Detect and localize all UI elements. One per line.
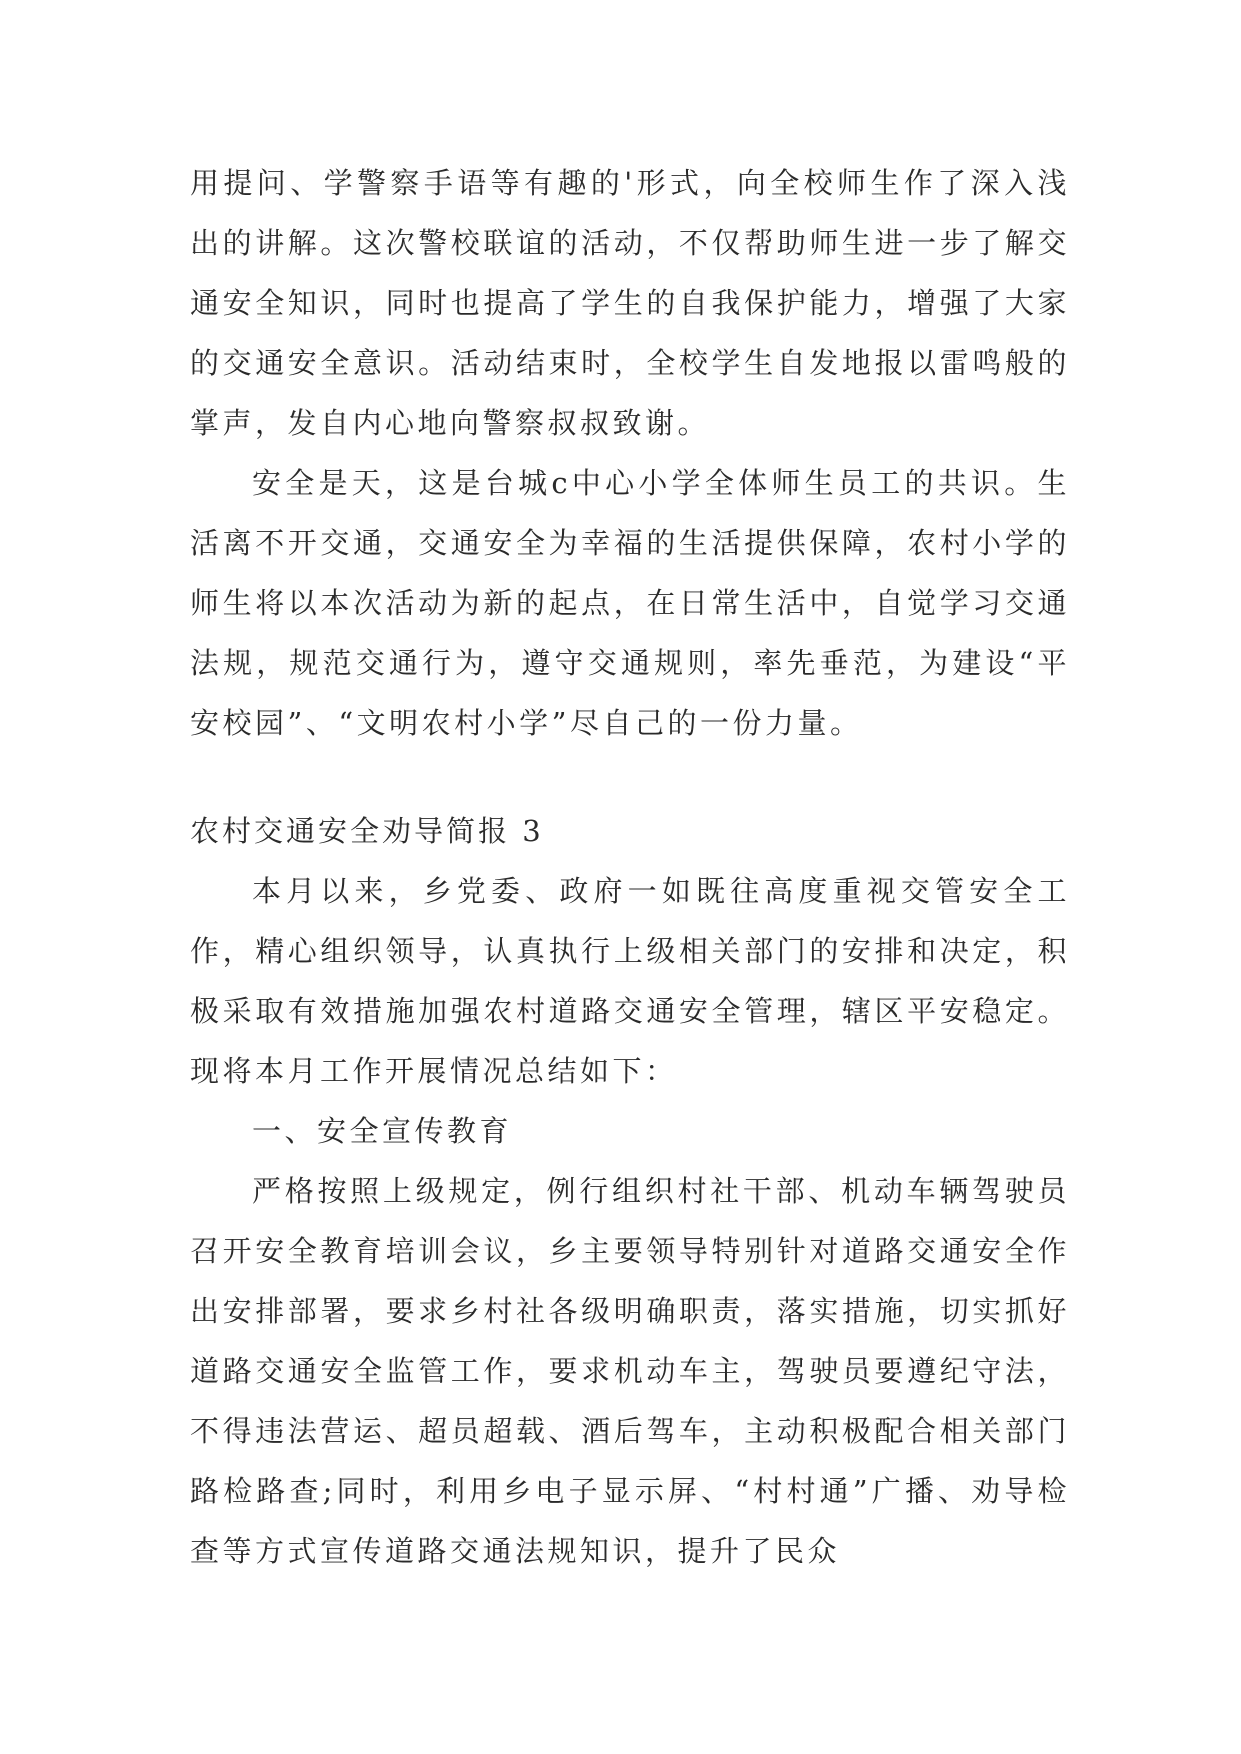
paragraph-4: 严格按照上级规定，例行组织村社干部、机动车辆驾驶员召开安全教育培训会议，乡主要领导特别针对道路交通安全作出安排部署，要求乡村社各级明确职责，落实措施，切实抓好道路交通安全监管工作，要求机动车主，驾驶员要遵纪守法，不得违法营运、超员超载、酒后驾车，主动积极配合相关部门路检路查;同时，利用乡电子显示屏、“村村通”广播、劝导检查等方式宣传道路交通法规知识，提升了民众: [190, 1174, 1070, 1568]
paragraph-2: 安全是天，这是台城c中心小学全体师生员工的共识。生活离不开交通，交通安全为幸福的生活提供保障，农村小学的师生将以本次活动为新的起点，在日常生活中，自觉学习交通法规，规范交通行为，遵守交通规则，率先垂范，为建设“平安校园”、“文明农村小学”尽自己的一份力量。: [190, 466, 1070, 740]
paragraph-3: 本月以来，乡党委、政府一如既往高度重视交管安全工作，精心组织领导，认真执行上级相关部门的安排和决定，积极采取有效措施加强农村道路交通安全管理，辖区平安稳定。现将本月工作开展情况总结如下：: [190, 874, 1070, 1088]
article-heading: 农村交通安全劝导简报 3: [190, 814, 544, 848]
section-spacer: [190, 753, 1070, 801]
section-title-1: 一、安全宣传教育: [252, 1114, 513, 1148]
paragraph-1: 用提问、学警察手语等有趣的'形式，向全校师生作了深入浅出的讲解。这次警校联谊的活动，不仅帮助师生进一步了解交通安全知识，同时也提高了学生的自我保护能力，增强了大家的交通安全意识。活动结束时，全校学生自发地报以雷鸣般的掌声，发自内心地向警察叔叔致谢。: [190, 166, 1070, 440]
document-body: [190, 153, 1070, 1581]
